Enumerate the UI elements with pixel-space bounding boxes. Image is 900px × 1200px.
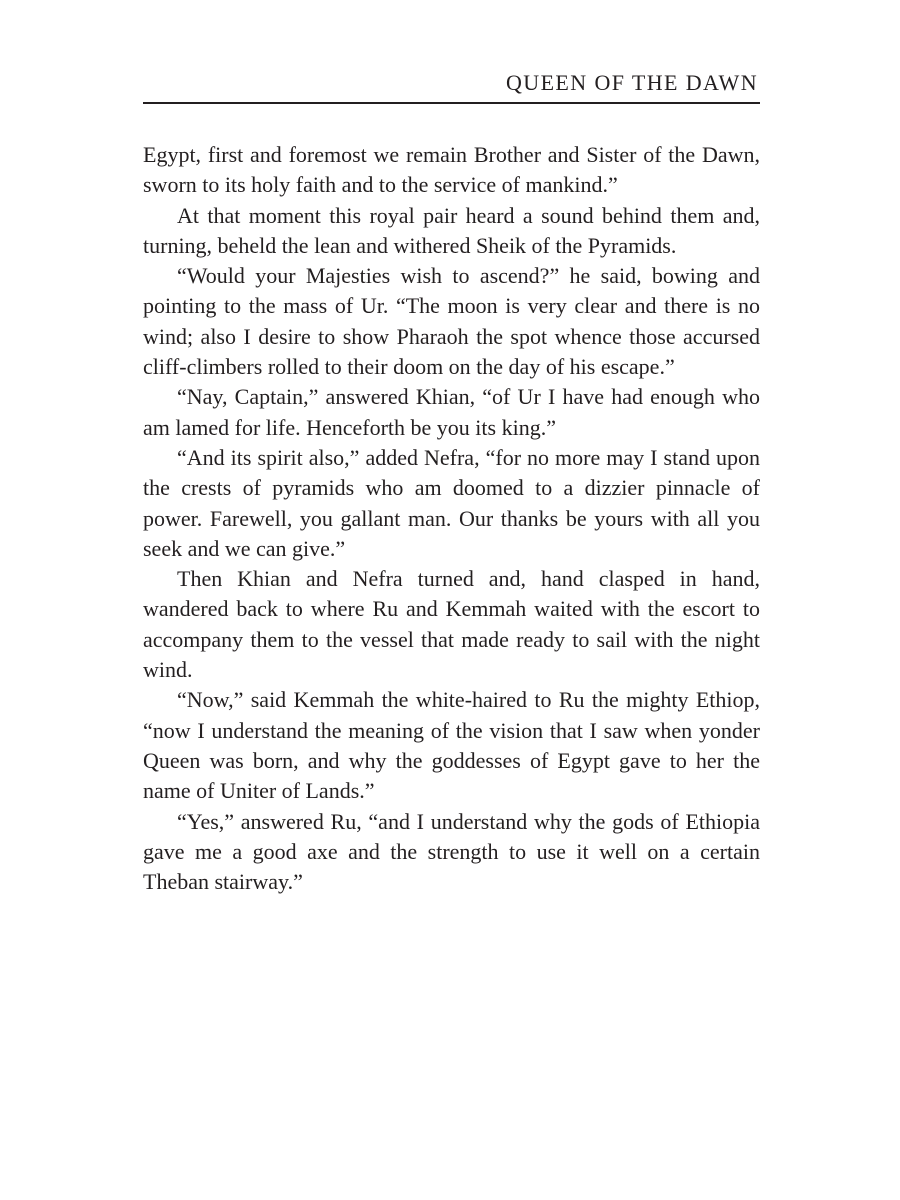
paragraph: “Would your Majesties wish to ascend?” he said, bowing and pointing to the mass of Ur. “The moon is very clear and there is no wind; also I desire to show Pharaoh the spot whence those accursed cliff-climbers rolled to their doom on the day of his escape.” <box>143 263 760 380</box>
paragraph: Egypt, first and foremost we remain Brother and Sister of the Dawn, sworn to its holy faith and to the service of mankind.” <box>143 142 760 198</box>
paragraph: “Now,” said Kemmah the white-haired to Ru the mighty Ethiop, “now I understand the meaning of the vision that I saw when yonder Queen was born, and why the goddesses of Egypt gave to her the name of Uniter of Lands.” <box>143 687 760 804</box>
page-body <box>143 140 760 897</box>
running-header <box>143 66 760 104</box>
paragraph: “And its spirit also,” added Nefra, “for no more may I stand upon the crests of pyramids who am doomed to a dizzier pinnacle of power. Farewell, you gallant man. Our thanks be yours with all you seek and we can give.” <box>143 444 760 561</box>
paragraph: At that moment this royal pair heard a sound behind them and, turning, beheld the lean and withered Sheik of the Pyramids. <box>143 202 760 258</box>
book-title: QUEEN OF THE DAWN <box>506 70 758 95</box>
paragraph: “Yes,” answered Ru, “and I understand why the gods of Ethiopia gave me a good axe and the strength to use it well on a certain Theban stairway.” <box>143 808 760 895</box>
paragraph: Then Khian and Nefra turned and, hand clasped in hand, wandered back to where Ru and Kemmah waited with the escort to accompany them to the vessel that made ready to sail with the night wind. <box>143 566 760 683</box>
paragraph: “Nay, Captain,” answered Khian, “of Ur I have had enough who am lamed for life. Henceforth be you its king.” <box>143 384 760 440</box>
